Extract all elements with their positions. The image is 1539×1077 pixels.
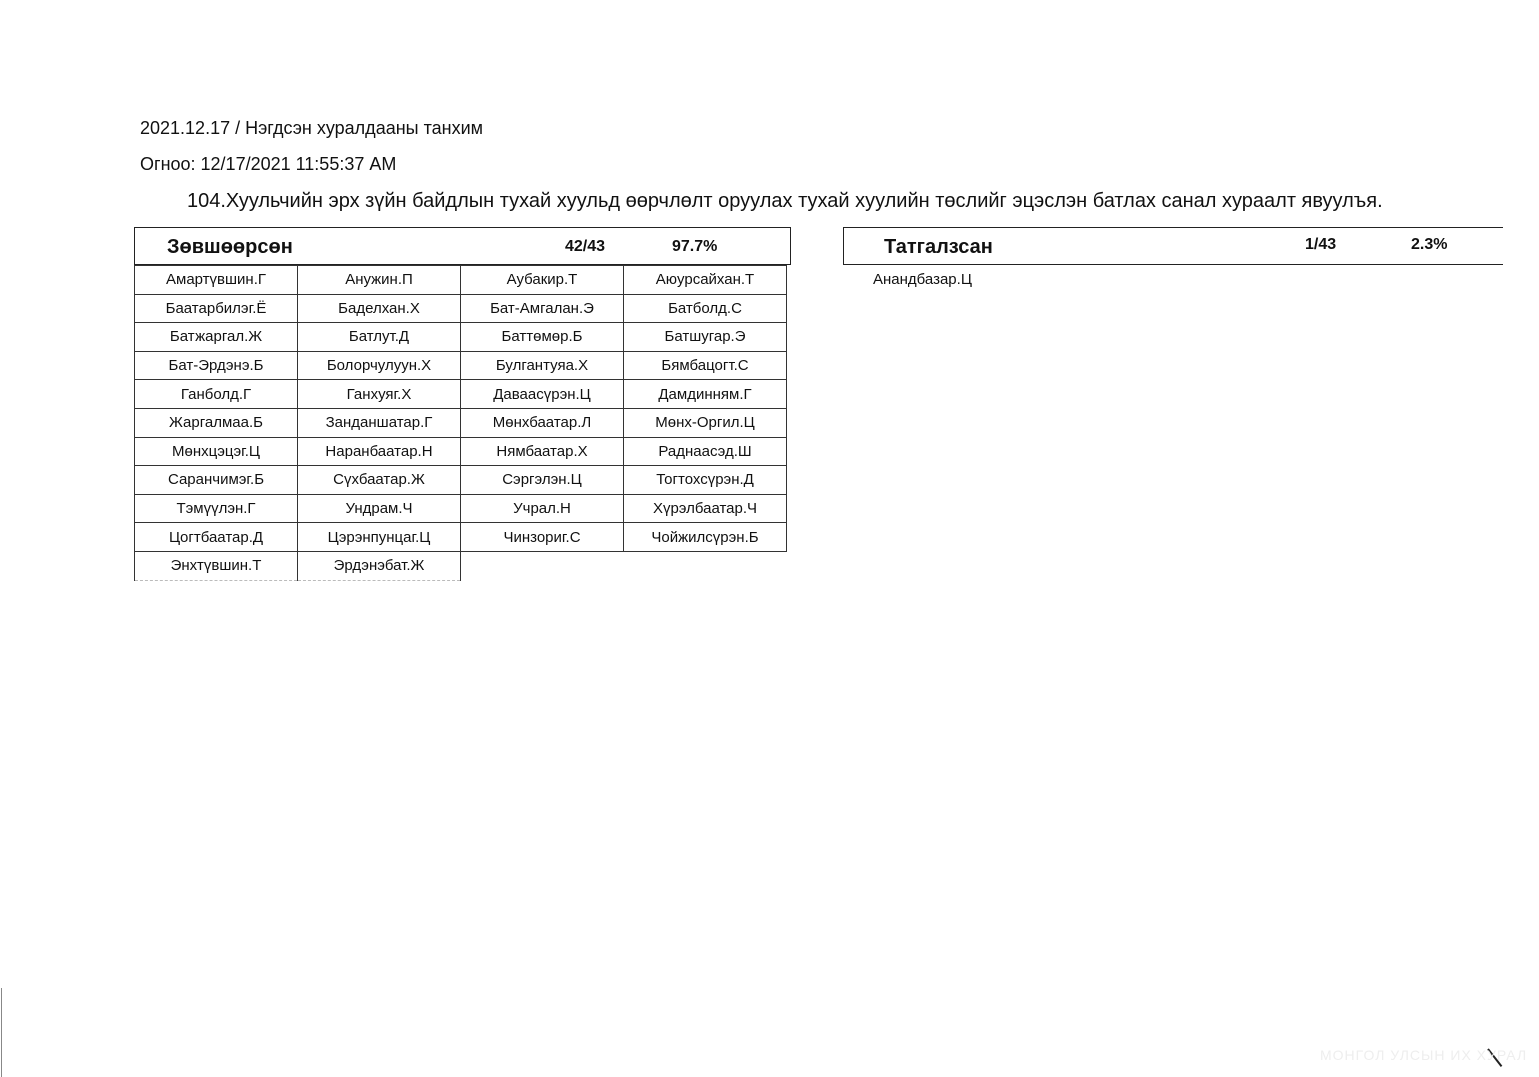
member-name-cell: Амартүвшин.Г: [135, 266, 298, 295]
approved-percent: 97.7%: [672, 238, 718, 255]
member-name-cell: Батболд.С: [624, 294, 787, 323]
rejected-title: Татгалзсан: [884, 236, 993, 258]
member-name-cell: Учрал.Н: [461, 494, 624, 523]
member-name-cell: Нямбаатар.Х: [461, 437, 624, 466]
member-name-cell: Ундрам.Ч: [298, 494, 461, 523]
member-name-cell: Энхтүвшин.Т: [135, 551, 298, 580]
member-name-cell: Баатарбилэг.Ё: [135, 294, 298, 323]
member-name-cell: Саранчимэг.Б: [135, 466, 298, 495]
member-name-cell: Чойжилсүрэн.Б: [624, 523, 787, 552]
member-name-cell: Цэрэнпунцаг.Ц: [298, 523, 461, 552]
member-name-cell: Ганболд.Г: [135, 380, 298, 409]
member-name-cell: Анужин.П: [298, 266, 461, 295]
member-name-cell: Хүрэлбаатар.Ч: [624, 494, 787, 523]
approved-names-table: [134, 265, 787, 581]
table-row: [135, 437, 787, 466]
member-name-cell: Дамдинням.Г: [624, 380, 787, 409]
member-name-cell: Мөнхбаатар.Л: [461, 408, 624, 437]
member-name-cell: Батшугар.Э: [624, 323, 787, 352]
table-row: [135, 466, 787, 495]
member-name-cell: Ганхуяг.Х: [298, 380, 461, 409]
member-name-cell: Раднаасэд.Ш: [624, 437, 787, 466]
scan-edge-mark: [1, 988, 2, 1077]
member-name-cell: Тогтохсүрэн.Д: [624, 466, 787, 495]
watermark: МОНГОЛ УЛСЫН ИХ ХУРАЛ: [1320, 1047, 1528, 1063]
date-line: Огноо: 12/17/2021 11:55:37 AM: [140, 154, 397, 174]
member-name-cell: Баделхан.Х: [298, 294, 461, 323]
table-row: [135, 266, 787, 295]
empty-cell: [461, 551, 624, 580]
member-name-cell: Сүхбаатар.Ж: [298, 466, 461, 495]
member-name-cell: Мөнхцэцэг.Ц: [135, 437, 298, 466]
member-name-cell: Эрдэнэбат.Ж: [298, 551, 461, 580]
member-name-cell: Тэмүүлэн.Г: [135, 494, 298, 523]
approved-count: 42/43: [565, 238, 606, 255]
table-row: [135, 494, 787, 523]
rejected-member-name: Анандбазар.Ц: [873, 271, 972, 288]
table-row: [135, 380, 787, 409]
member-name-cell: Бат-Амгалан.Э: [461, 294, 624, 323]
member-name-cell: Болорчулуун.Х: [298, 351, 461, 380]
member-name-cell: Аюурсайхан.Т: [624, 266, 787, 295]
table-row: [135, 323, 787, 352]
rejected-header: [843, 227, 1503, 265]
member-name-cell: Цогтбаатар.Д: [135, 523, 298, 552]
table-row: [135, 408, 787, 437]
member-name-cell: Аубакир.Т: [461, 266, 624, 295]
member-name-cell: Жаргалмаа.Б: [135, 408, 298, 437]
empty-cell: [624, 551, 787, 580]
table-row: [135, 351, 787, 380]
rejected-percent: 2.3%: [1411, 236, 1448, 253]
member-name-cell: Даваасүрэн.Ц: [461, 380, 624, 409]
member-name-cell: Наранбаатар.Н: [298, 437, 461, 466]
member-name-cell: Чинзориг.С: [461, 523, 624, 552]
table-row: [135, 523, 787, 552]
member-name-cell: Баттөмөр.Б: [461, 323, 624, 352]
member-name-cell: Занданшатар.Г: [298, 408, 461, 437]
approved-title: Зөвшөөрсөн: [167, 236, 293, 258]
rejected-count: 1/43: [1305, 236, 1337, 253]
member-name-cell: Булгантуяа.Х: [461, 351, 624, 380]
member-name-cell: Сэргэлэн.Ц: [461, 466, 624, 495]
member-name-cell: Мөнх-Оргил.Ц: [624, 408, 787, 437]
approved-header: [134, 227, 791, 265]
member-name-cell: Бат-Эрдэнэ.Б: [135, 351, 298, 380]
member-name-cell: Батжаргал.Ж: [135, 323, 298, 352]
member-name-cell: Бямбацогт.С: [624, 351, 787, 380]
session-line: 2021.12.17 / Нэгдсэн хуралдааны танхим: [140, 118, 484, 138]
motion-text: 104.Хуульчийн эрх зүйн байдлын тухай хуульд өөрчлөлт оруулах тухай хуулийн төслийг эцэслэн батлах санал хураалт явуулъя.: [187, 190, 1383, 212]
member-name-cell: Батлут.Д: [298, 323, 461, 352]
table-row: [135, 551, 787, 580]
table-row: [135, 294, 787, 323]
